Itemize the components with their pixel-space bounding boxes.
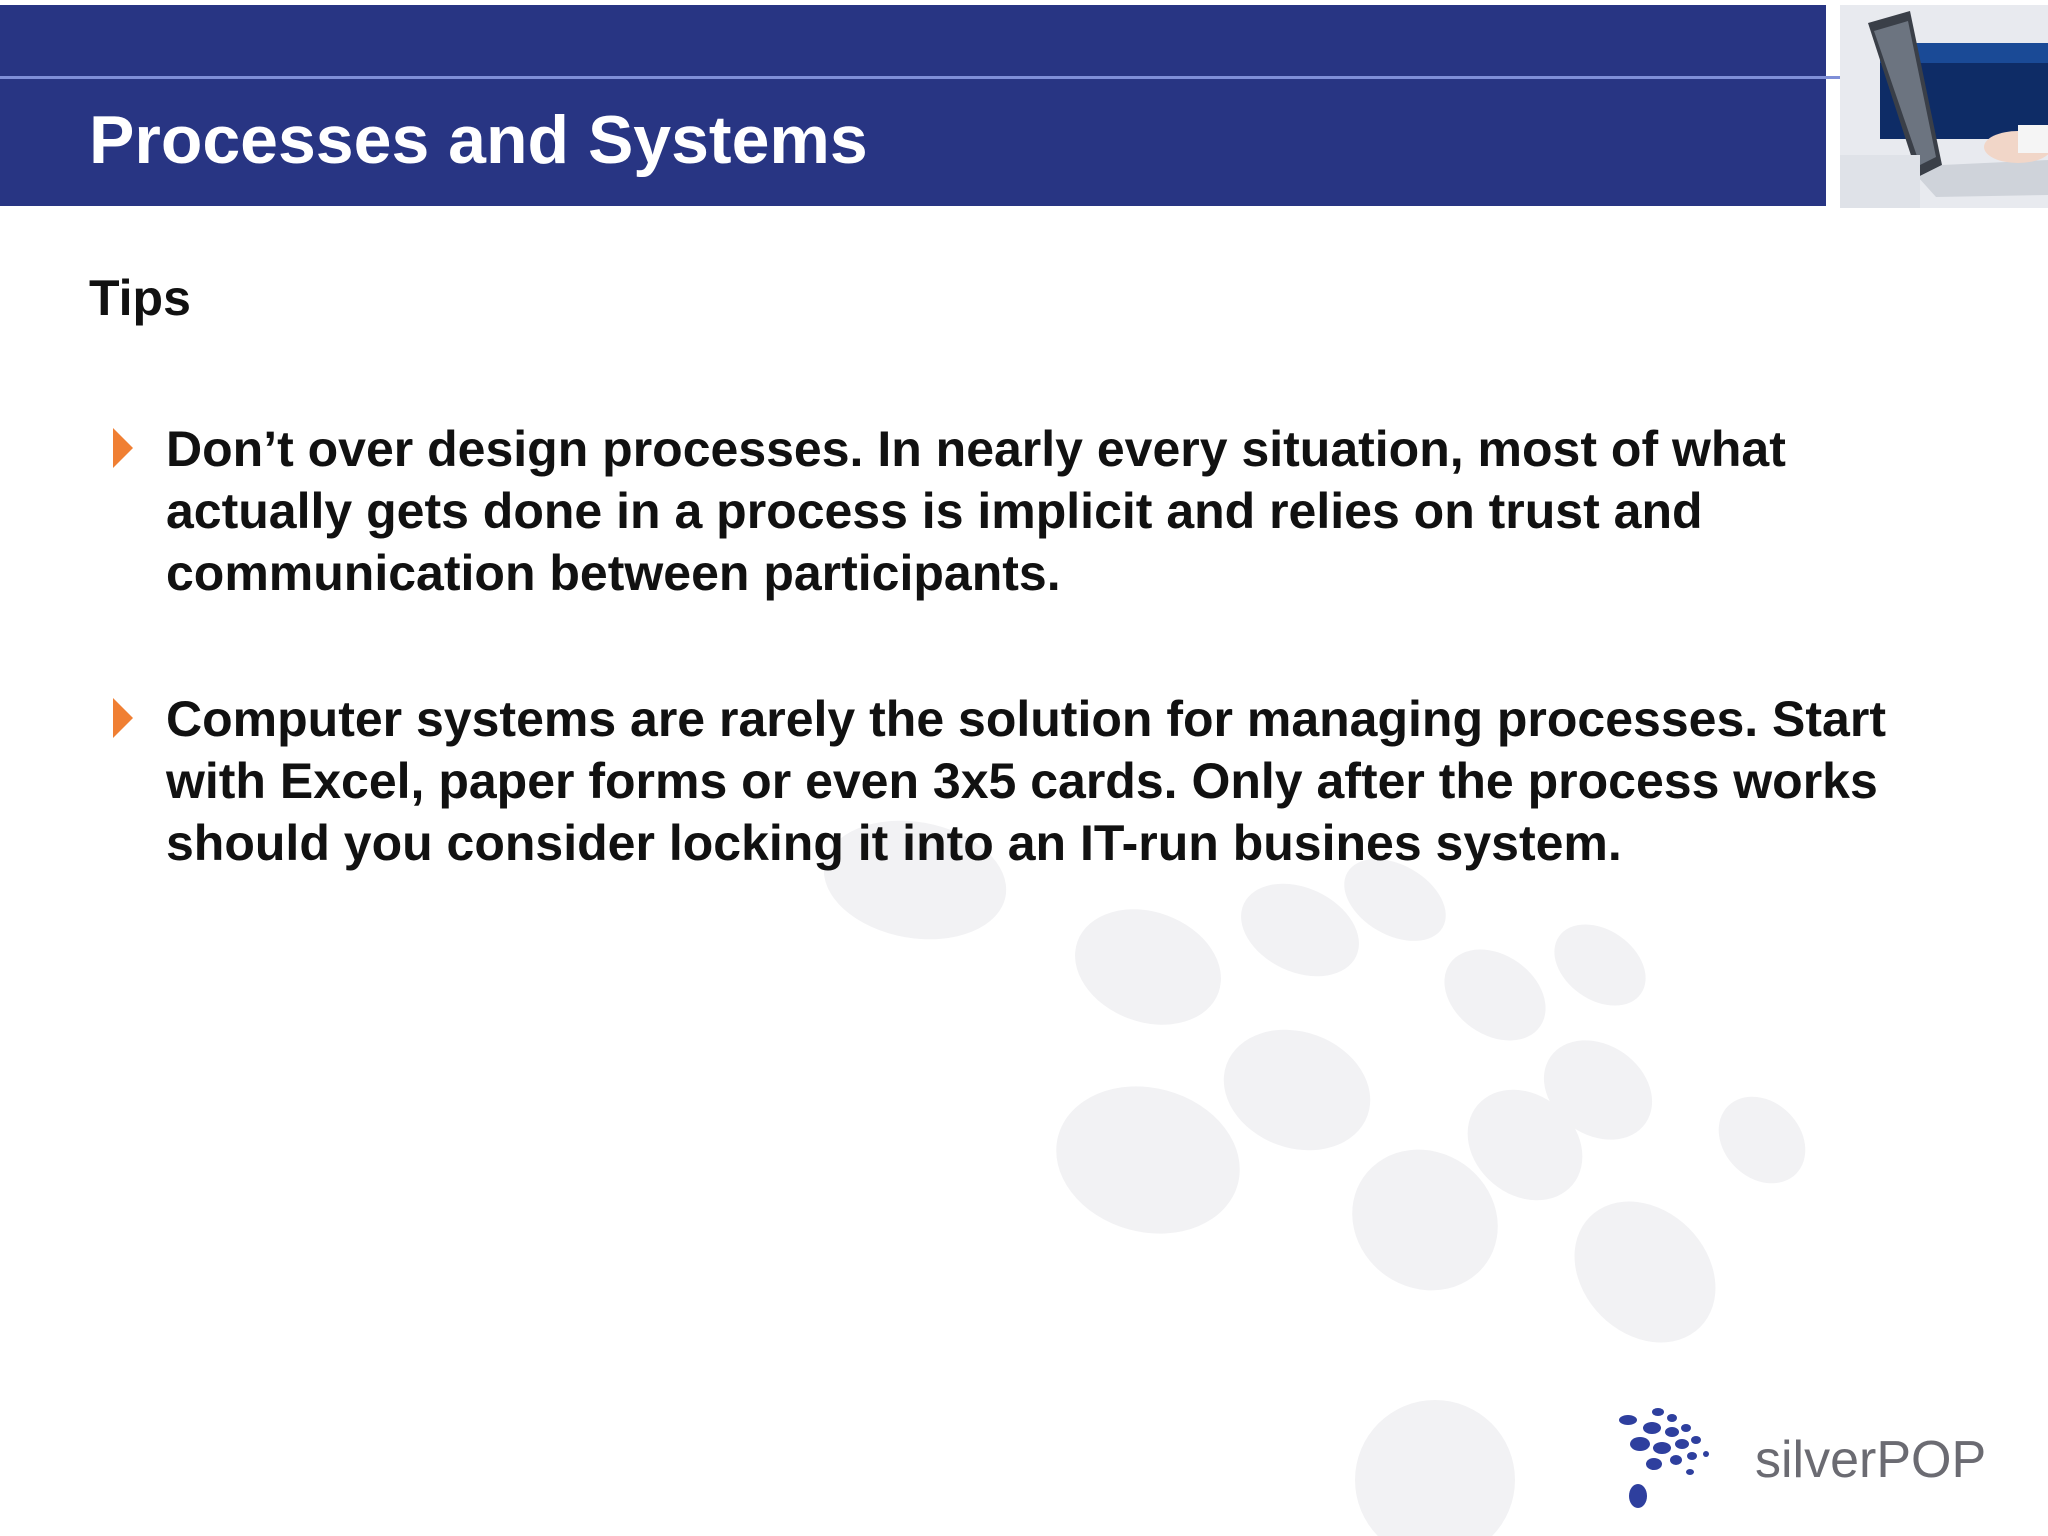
silverpop-dots-icon (1610, 1400, 1740, 1520)
bullet-text: Computer systems are rarely the solution for managing processes. Start with Excel, paper forms or even 3x5 cards. Only after the process works should you consider locking it into an IT-run busines system. (166, 691, 1886, 871)
triangle-bullet-icon (113, 428, 133, 468)
header-rule (0, 76, 1915, 79)
slide-title: Processes and Systems (89, 102, 868, 178)
laptop-photo (1840, 5, 2048, 208)
triangle-bullet-icon (113, 698, 133, 738)
bullet-text: Don’t over design processes. In nearly every situation, most of what actually gets done in a process is implicit and relies on trust and communication between participants. (166, 421, 1786, 601)
tips-heading: Tips (89, 270, 191, 326)
logo-wordmark: silverPOP (1755, 1431, 1987, 1489)
silverpop-logo (1610, 1400, 2030, 1520)
